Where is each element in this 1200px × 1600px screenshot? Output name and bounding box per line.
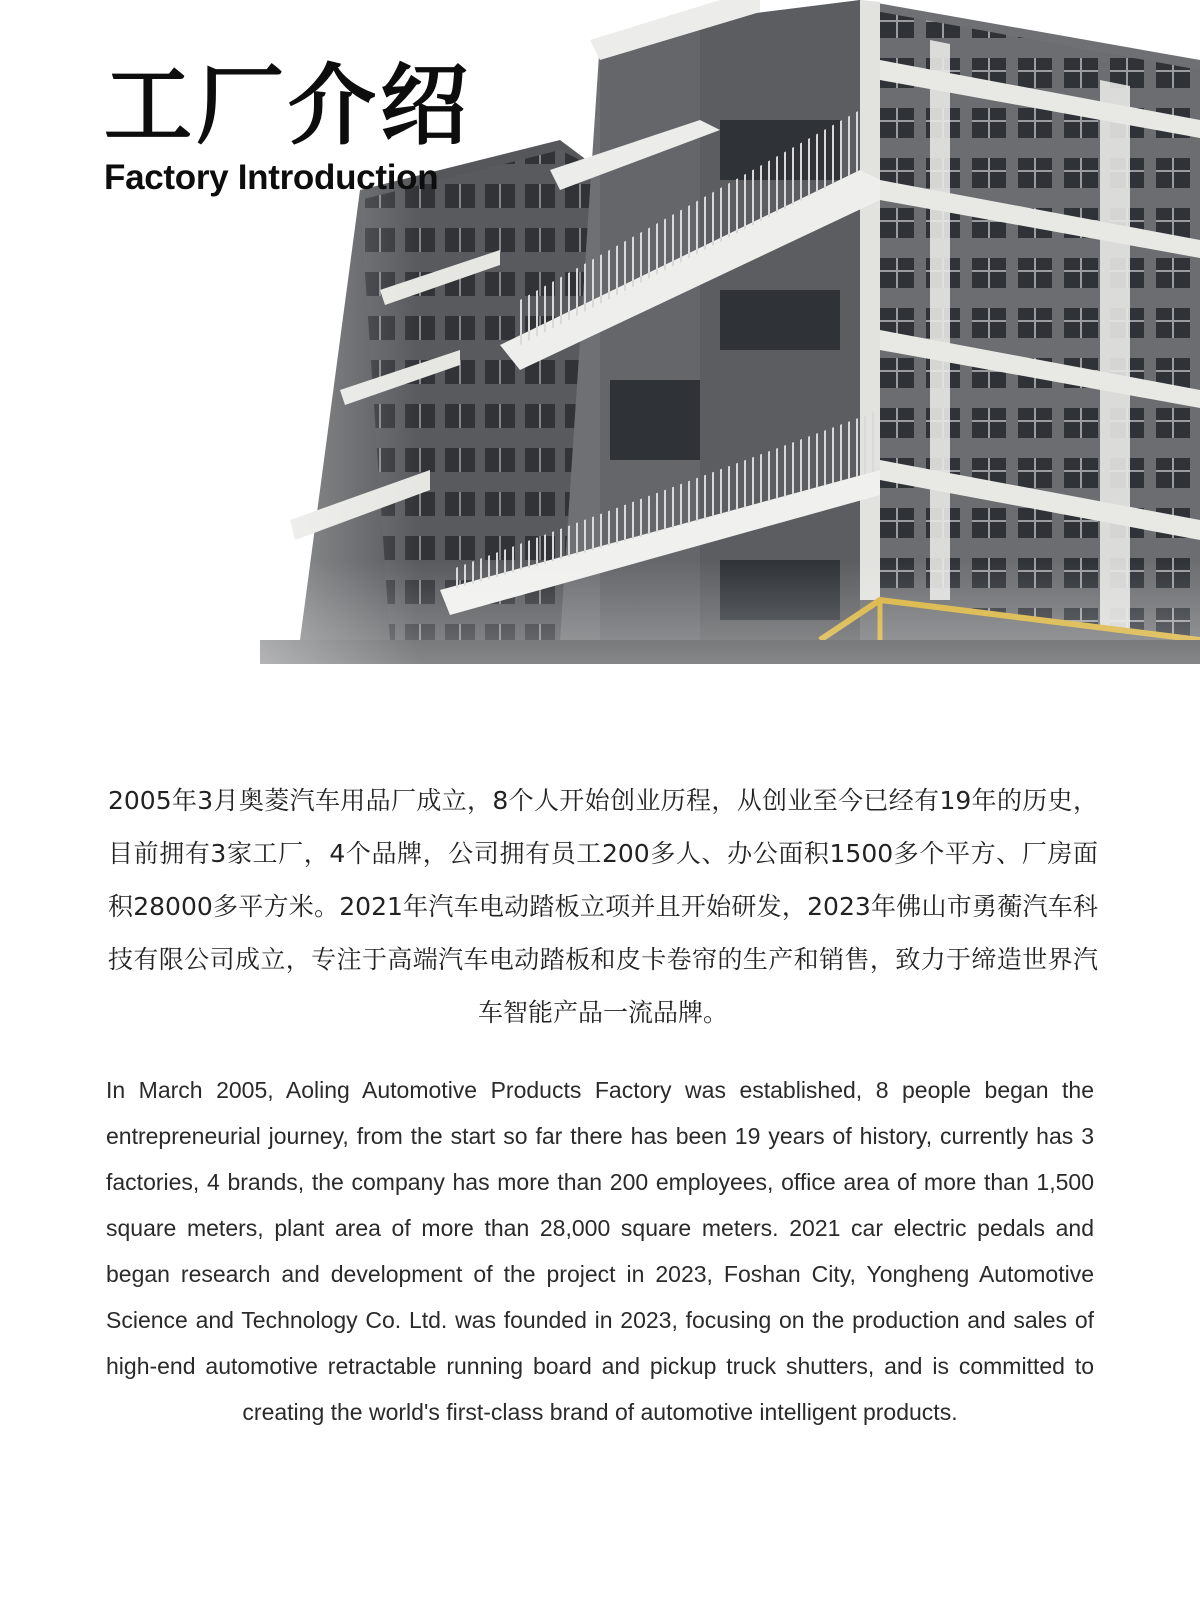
page-title: 工厂介绍 [104,54,473,157]
intro-paragraph-chinese: 2005年3月奥菱汽车用品厂成立，8个人开始创业历程，从创业至今已经有19年的历史，目前拥有3家工厂，4个品牌，公司拥有员工200多人、办公面积1500多个平方、厂房面积28000多平方米。2021年汽车电动踏板立项并且开始研发，2023年佛山市勇蘅汽车科技有限公司成立，专注于高端汽车电动踏板和皮卡卷帘的生产和销售，致力于缔造世界汽车智能产品一流品牌。 [108,786,1098,1027]
intro-paragraph-english: In March 2005, Aoling Automotive Products Factory was established, 8 people began the entrepreneurial journey, from the start so far there has been 19 years of history, currently has 3 factories, 4 brands, the company has more than 200 employees, office area of more than 1,500 square meters, plant area of more than 28,000 square meters. 2021 car electric pedals and began research and development of the project in 2023, Foshan City, Yongheng Automotive Science and Technology Co. Ltd. was founded in 2023, focusing on the production and sales of high-end automotive retractable running board and pickup truck shutters, and is committed to creating the world's first-class brand of automotive intelligent products. [106,1077,1094,1425]
title-block [104,54,473,198]
page-subtitle: Factory Introduction [104,158,439,197]
